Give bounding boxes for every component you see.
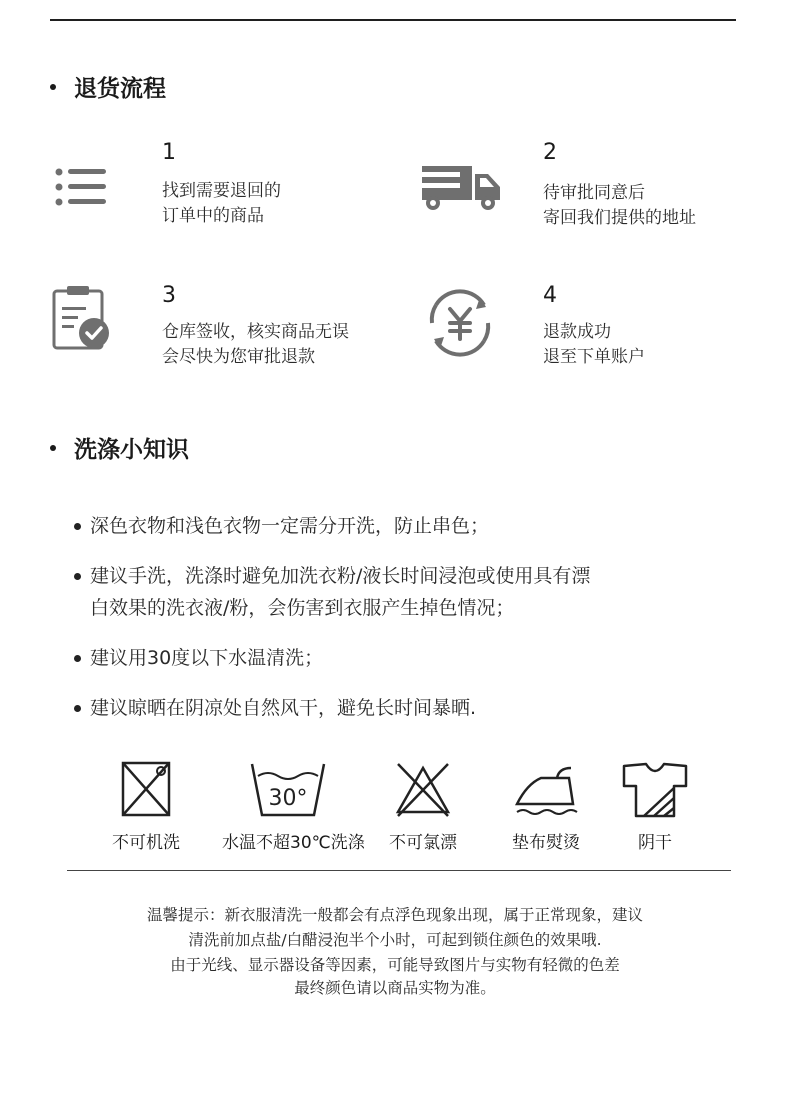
yuan-refund-icon (420, 283, 500, 363)
note-line: 清洗前加点盐/白醋浸泡半个小时，可起到锁住颜色的效果哦. (188, 931, 602, 949)
step-text-line: 寄回我们提供的地址 (543, 208, 696, 228)
tip-line: 建议晾晒在阴凉处自然风干，避免长时间暴晒. (90, 697, 477, 719)
return-step-4 (420, 283, 750, 383)
tip-line: 建议手洗，洗涤时避免加洗衣粉/液长时间浸泡或使用具有漂 (90, 565, 591, 587)
wash-tip (74, 560, 714, 624)
list-icon (52, 140, 114, 220)
wash-30-icon (250, 760, 326, 818)
no-bleach-icon (394, 760, 452, 818)
return-step-1 (52, 140, 382, 240)
step-number: 2 (543, 140, 557, 165)
tip-line: 白效果的洗衣液/粉，会伤害到衣服产生掉色情况； (90, 597, 515, 619)
iron-with-cloth-icon (513, 760, 579, 818)
step-text-line: 退至下单账户 (543, 347, 645, 367)
step-number: 3 (162, 283, 176, 308)
bullet-dot (50, 445, 56, 451)
tip-bullet (74, 705, 81, 712)
step-number: 4 (543, 283, 557, 308)
wash-tip (74, 692, 714, 724)
care-item-no-bleach (363, 760, 483, 860)
care-item-dry-in-shade (595, 760, 715, 860)
care-label: 不可机洗 (112, 833, 180, 853)
note-line: 由于光线、显示器设备等因素，可能导致图片与实物有轻微的色差 (170, 956, 620, 974)
step-text-line: 待审批同意后 (543, 183, 645, 203)
wash-section-title-text: 洗涤小知识 (74, 437, 189, 463)
step-text-line: 找到需要退回的 (162, 181, 281, 201)
care-label: 阴干 (638, 833, 672, 853)
wash-tip (74, 510, 714, 542)
no-machine-wash-icon (120, 760, 172, 818)
wash-tip (74, 642, 714, 674)
tip-bullet (74, 523, 81, 530)
step-text-line: 会尽快为您审批退款 (162, 347, 315, 367)
step-number: 1 (162, 140, 176, 165)
care-label: 不可氯漂 (389, 833, 457, 853)
dry-in-shade-icon (622, 760, 688, 818)
return-step-3 (52, 283, 382, 383)
tip-bullet (74, 655, 81, 662)
notes-divider (67, 870, 731, 871)
step-text-line: 退款成功 (543, 322, 611, 342)
return-step-2 (420, 140, 750, 240)
return-section-title (50, 70, 166, 103)
bullet-dot (50, 84, 56, 90)
return-section-title-text: 退货流程 (74, 76, 166, 102)
wash-section-title (50, 431, 189, 464)
tip-line: 建议用30度以下水温清洗； (90, 647, 324, 669)
step-text-line: 仓库签收，核实商品无误 (162, 322, 349, 342)
tip-bullet (74, 573, 81, 580)
wash-tips-list (74, 510, 714, 742)
note-line: 最终颜色请以商品实物为准。 (294, 979, 496, 997)
clipboard-check-icon (52, 283, 114, 363)
step-text-line: 订单中的商品 (162, 206, 264, 226)
wash-temp-text: 30° (268, 786, 308, 811)
care-item-no-machine-wash (86, 760, 206, 860)
delivery-truck-icon (420, 140, 504, 220)
care-label: 垫布熨烫 (512, 833, 580, 853)
care-item-wash-30 (222, 760, 365, 860)
care-label: 水温不超30℃洗涤 (222, 833, 365, 853)
top-divider (50, 19, 736, 21)
note-line: 温馨提示：新衣服清洗一般都会有点浮色现象出现，属于正常现象，建议 (146, 906, 643, 924)
care-item-iron-with-cloth (486, 760, 606, 860)
tip-line: 深色衣物和浅色衣物一定需分开洗，防止串色； (90, 515, 490, 537)
